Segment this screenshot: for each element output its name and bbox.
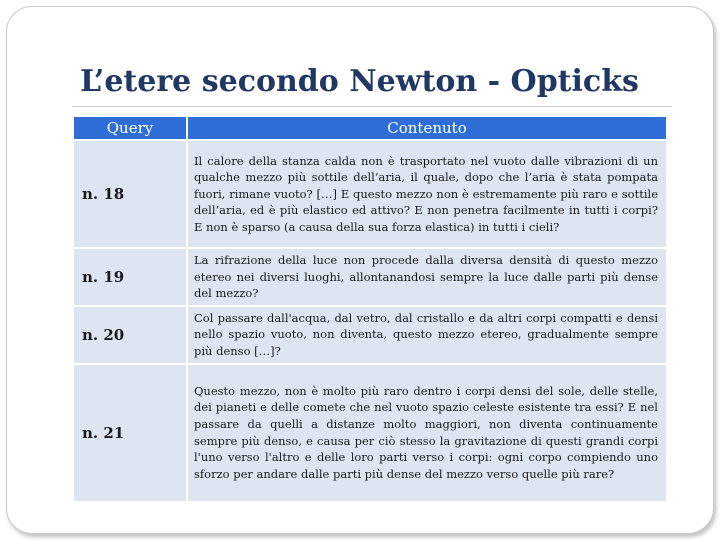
query-number: n. 19	[74, 249, 186, 305]
table-row	[74, 307, 666, 363]
table-row	[74, 141, 666, 247]
query-number: n. 20	[74, 307, 186, 363]
header-content: Contenuto	[188, 117, 666, 139]
query-content: Il calore della stanza calda non è trasportato nel vuoto dalle vibrazioni di un qualche mezzo più sottile dell’aria, il quale, dopo che l’aria è stata pompata fuori, rimane vuoto? […] E questo mezzo non è estremamente più raro e sottile dell’aria, ed è più elastico ed attivo? E non penetra facilmente in tutti i corpi? E non è sparso (a causa della sua forza elastica) in tutti i cieli?	[188, 141, 666, 247]
table-row	[74, 365, 666, 501]
header-query: Query	[74, 117, 186, 139]
queries-table	[72, 115, 668, 503]
query-content: La rifrazione della luce non procede dalla diversa densità di questo mezzo etereo nei diversi luoghi, allontanandosi sempre la luce dalle parti più dense del mezzo?	[188, 249, 666, 305]
table-header-row	[74, 117, 666, 139]
query-content: Col passare dall'acqua, dal vetro, dal cristallo e da altri corpi compatti e densi nello spazio vuoto, non diventa, questo mezzo etereo, gradualmente sempre più denso […]?	[188, 307, 666, 363]
slide-title: L’etere secondo Newton - Opticks	[80, 64, 639, 99]
title-divider	[72, 106, 672, 107]
table-row	[74, 249, 666, 305]
query-number: n. 18	[74, 141, 186, 247]
query-number: n. 21	[74, 365, 186, 501]
query-content: Questo mezzo, non è molto più raro dentro i corpi densi del sole, delle stelle, dei pianeti e delle comete che nel vuoto spazio celeste esistente tra essi? E nel passare da quelli a distanze molto maggiori, non diventa continuamente sempre più denso, e causa per ciò stesso la gravitazione di questi grandi corpi l'uno verso l'altro e delle loro parti verso i corpi: ogni corpo compiendo uno sforzo per andare dalle parti più dense del mezzo verso quelle più rare?	[188, 365, 666, 501]
